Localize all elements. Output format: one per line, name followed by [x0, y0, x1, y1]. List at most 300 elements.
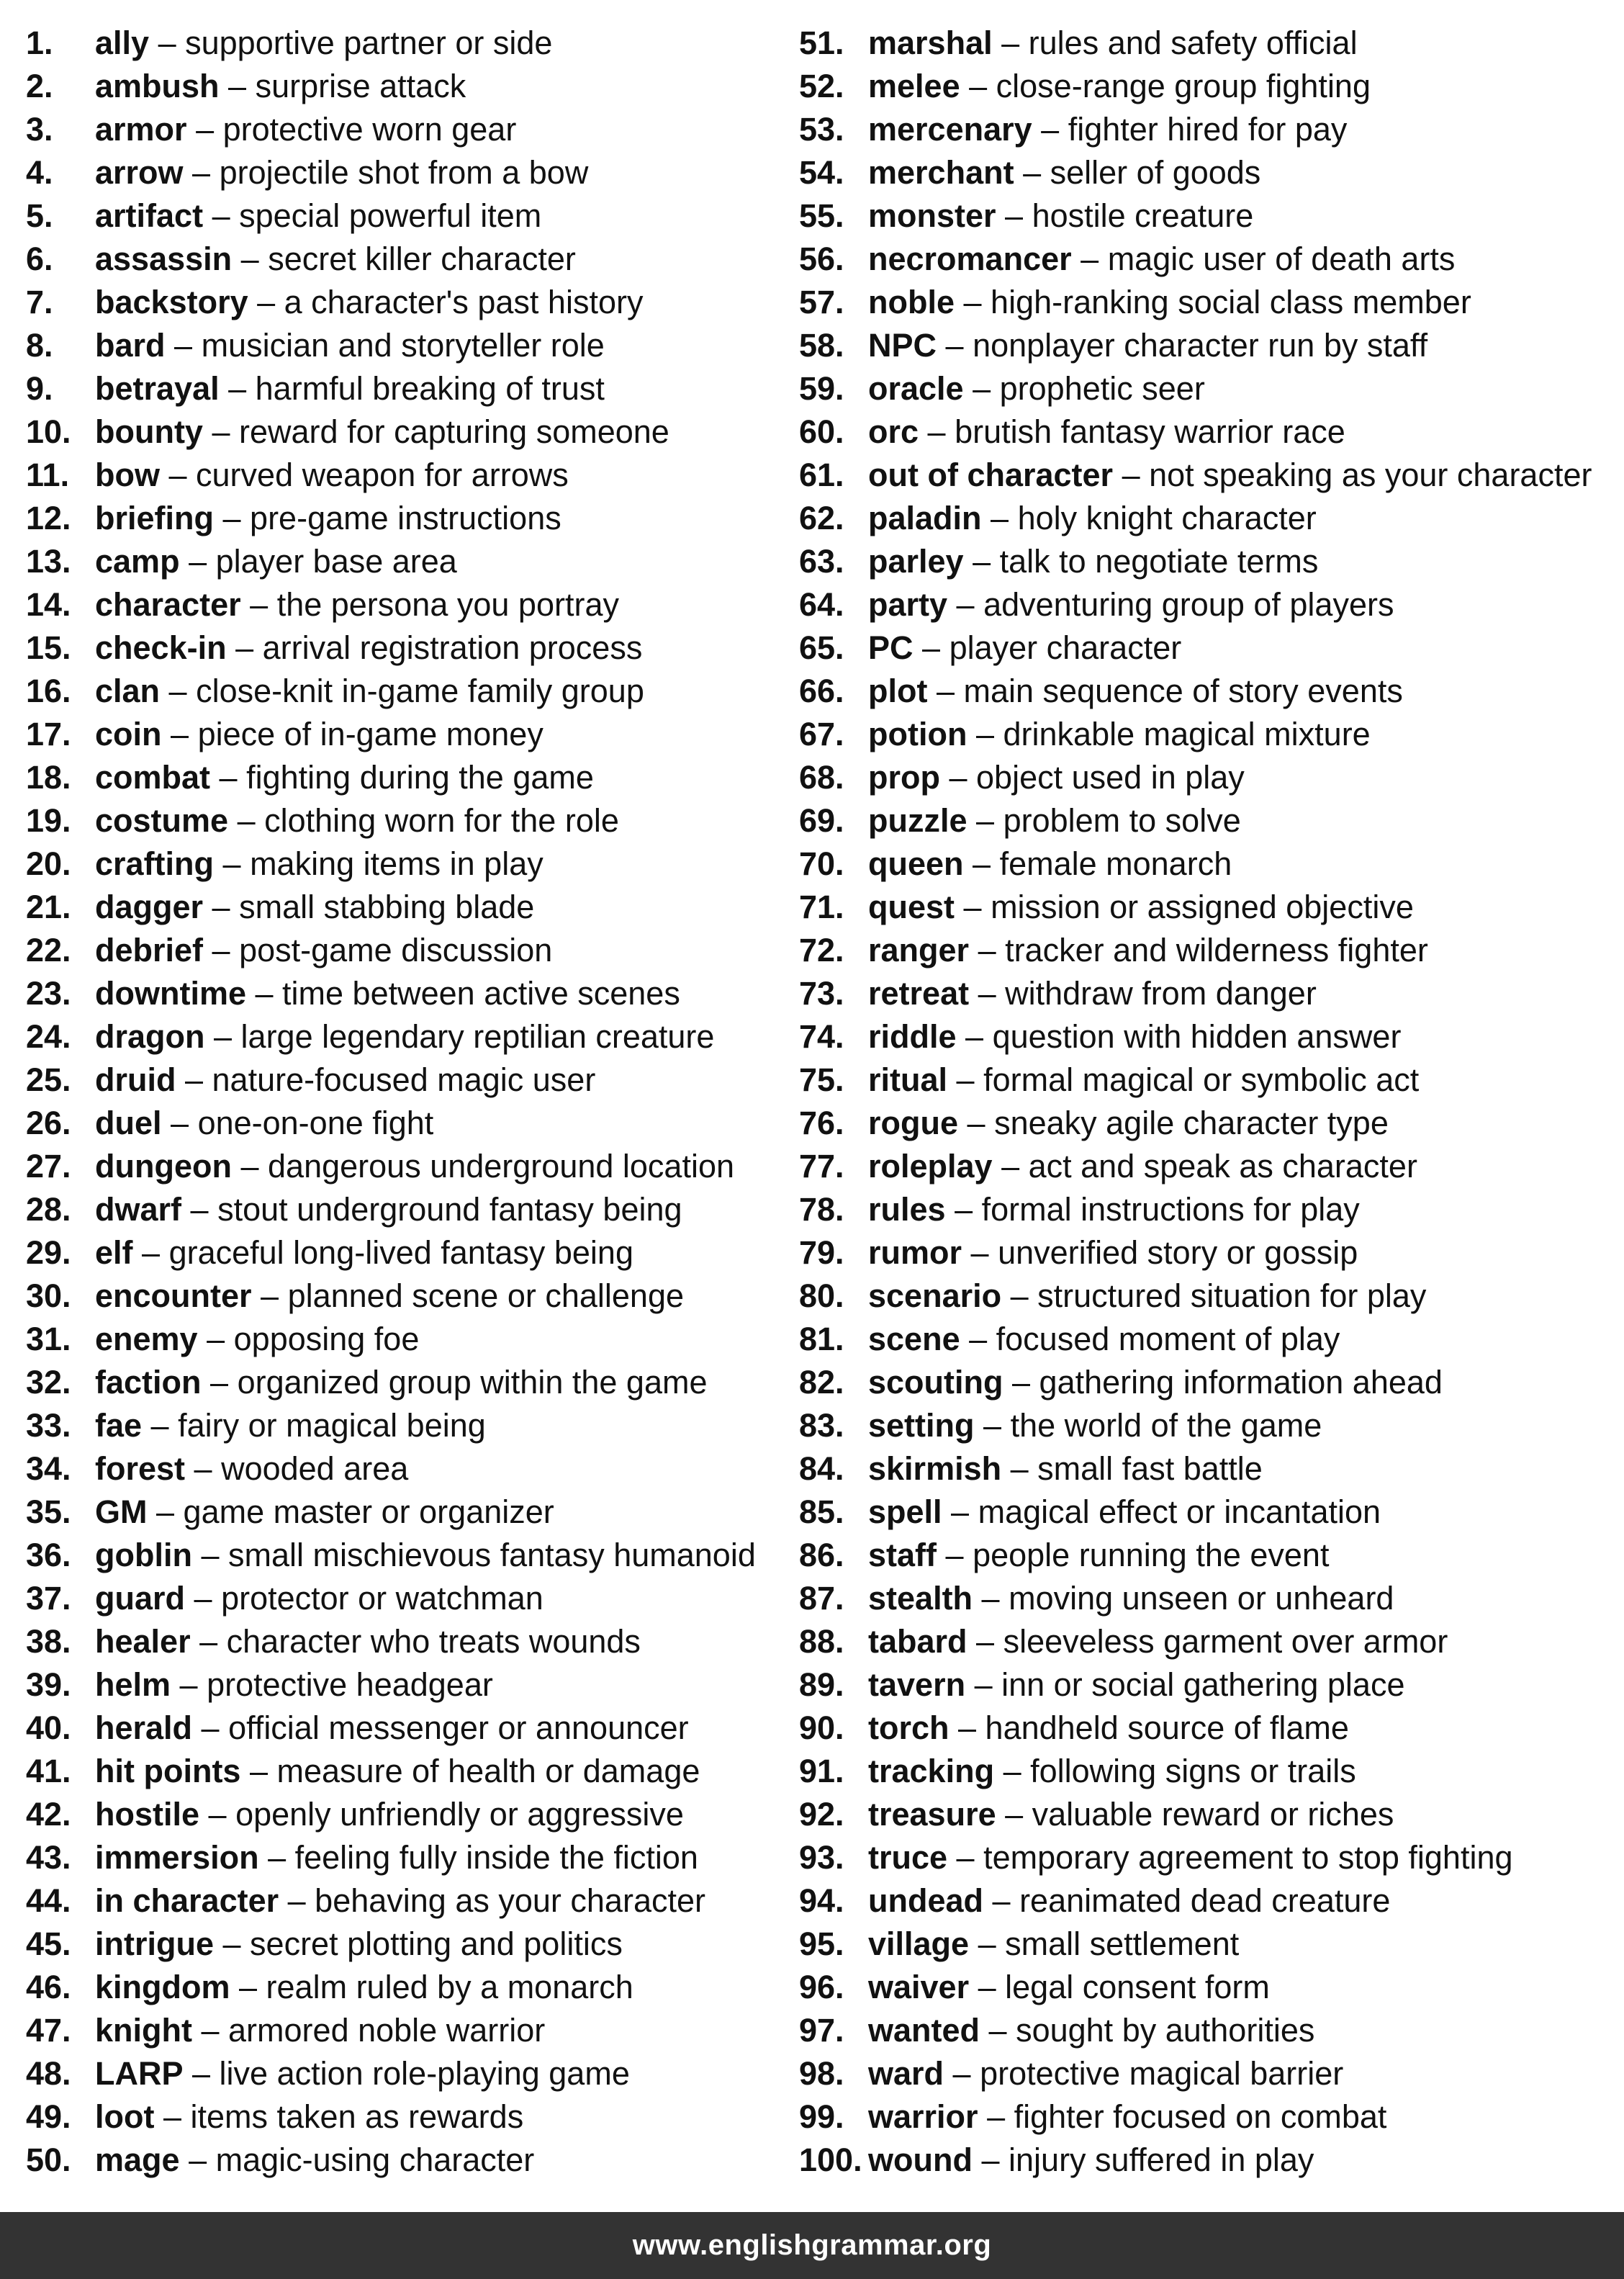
- entry-number: 1.: [26, 24, 53, 61]
- entry-separator: –: [204, 1018, 241, 1055]
- entry-term: GM: [95, 1493, 148, 1530]
- vocab-entry: [26, 713, 818, 756]
- entry-number: 45.: [26, 1925, 71, 1962]
- vocab-entry: [799, 367, 1620, 410]
- entry-definition: sleeveless garment over armor: [1003, 1623, 1448, 1660]
- entry-number: 63.: [799, 543, 844, 580]
- entry-term: prop: [868, 759, 940, 796]
- entry-definition: sneaky agile character type: [994, 1105, 1389, 1141]
- entry-separator: –: [1001, 1450, 1038, 1487]
- vocab-entry: [26, 2009, 818, 2052]
- entry-definition: protective headgear: [207, 1666, 493, 1703]
- entry-number: 27.: [26, 1148, 71, 1185]
- vocab-entry: [26, 1145, 818, 1188]
- entry-definition: small settlement: [1005, 1925, 1240, 1962]
- vocab-entry: [799, 1923, 1620, 1966]
- entry-separator: –: [963, 370, 1000, 407]
- entry-number: 52.: [799, 68, 844, 104]
- entry-separator: –: [181, 1191, 218, 1228]
- vocab-entry: [26, 1447, 818, 1491]
- entry-number: 98.: [799, 2055, 844, 2092]
- entry-term: bard: [95, 327, 166, 364]
- entry-separator: –: [937, 1537, 973, 1573]
- vocab-entry: [26, 497, 818, 540]
- entry-definition: stout underground fantasy being: [217, 1191, 682, 1228]
- entry-definition: fighter focused on combat: [1014, 2098, 1387, 2135]
- vocab-entry: [799, 1318, 1620, 1361]
- vocab-entry: [799, 1231, 1620, 1275]
- entry-term: LARP: [95, 2055, 184, 2092]
- vocab-entry: [799, 1015, 1620, 1058]
- entry-number: 56.: [799, 241, 844, 277]
- entry-term: scouting: [868, 1364, 1003, 1401]
- entry-definition: reward for capturing someone: [239, 413, 669, 450]
- entry-definition: focused moment of play: [996, 1321, 1340, 1357]
- entry-definition: pre-game instructions: [250, 500, 561, 536]
- vocab-entry: [26, 1361, 818, 1404]
- entry-term: herald: [95, 1709, 193, 1746]
- entry-separator: –: [956, 1018, 993, 1055]
- entry-term: ritual: [868, 1061, 948, 1098]
- entry-term: bounty: [95, 413, 203, 450]
- entry-definition: feeling fully inside the fiction: [294, 1839, 698, 1876]
- vocab-entry: [799, 1707, 1620, 1750]
- entry-term: quest: [868, 889, 955, 925]
- entry-separator: –: [230, 1969, 266, 2005]
- entry-term: staff: [868, 1537, 937, 1573]
- entry-separator: –: [228, 802, 265, 839]
- entry-definition: arrival registration process: [262, 629, 643, 666]
- vocabulary-column-left: [26, 22, 818, 2182]
- entry-definition: a character's past history: [284, 284, 644, 320]
- entry-number: 30.: [26, 1277, 71, 1314]
- entry-separator: –: [258, 1839, 295, 1876]
- entry-number: 9.: [26, 370, 53, 407]
- entry-definition: projectile shot from a bow: [219, 154, 589, 191]
- vocab-entry: [26, 1620, 818, 1663]
- vocab-entry: [799, 1188, 1620, 1231]
- entry-term: coin: [95, 716, 162, 752]
- entry-separator: –: [251, 1277, 288, 1314]
- entry-separator: –: [1032, 111, 1068, 148]
- vocab-entry: [26, 842, 818, 886]
- entry-number: 88.: [799, 1623, 844, 1660]
- vocab-entry: [799, 22, 1620, 65]
- entry-term: tracking: [868, 1753, 995, 1789]
- vocab-entry: [799, 194, 1620, 238]
- entry-term: dagger: [95, 889, 204, 925]
- entry-number: 2.: [26, 68, 53, 104]
- vocab-entry: [26, 886, 818, 929]
- vocab-entry: [799, 1750, 1620, 1793]
- vocab-entry: [799, 238, 1620, 281]
- entry-separator: –: [240, 1753, 277, 1789]
- entry-separator: –: [960, 68, 996, 104]
- entry-number: 26.: [26, 1105, 71, 1141]
- entry-number: 5.: [26, 197, 53, 234]
- entry-definition: people running the event: [973, 1537, 1330, 1573]
- entry-definition: musician and storyteller role: [201, 327, 605, 364]
- entry-number: 90.: [799, 1709, 844, 1746]
- entry-number: 15.: [26, 629, 71, 666]
- entry-separator: –: [202, 413, 240, 450]
- entry-number: 87.: [799, 1580, 844, 1617]
- footer-website-link[interactable]: www.englishgrammar.org: [632, 2229, 992, 2261]
- entry-separator: –: [147, 1493, 184, 1530]
- entry-separator: –: [165, 327, 202, 364]
- entry-term: wound: [868, 2141, 973, 2178]
- entry-definition: large legendary reptilian creature: [240, 1018, 715, 1055]
- entry-separator: –: [190, 1623, 227, 1660]
- entry-number: 73.: [799, 975, 844, 1012]
- vocab-entry: [799, 626, 1620, 670]
- vocab-entry: [799, 1145, 1620, 1188]
- entry-definition: high-ranking social class member: [991, 284, 1471, 320]
- entry-separator: –: [197, 1321, 234, 1357]
- entry-definition: hostile creature: [1032, 197, 1254, 234]
- entry-separator: –: [185, 1450, 222, 1487]
- entry-number: 54.: [799, 154, 844, 191]
- entry-term: scenario: [868, 1277, 1002, 1314]
- vocabulary-column-right: [799, 22, 1620, 2182]
- entry-definition: official messenger or announcer: [228, 1709, 689, 1746]
- entry-number: 82.: [799, 1364, 844, 1401]
- entry-separator: –: [958, 1105, 995, 1141]
- entry-number: 35.: [26, 1493, 71, 1530]
- entry-definition: unverified story or gossip: [998, 1234, 1358, 1271]
- entry-term: puzzle: [868, 802, 967, 839]
- vocab-entry: [26, 1923, 818, 1966]
- entry-number: 34.: [26, 1450, 71, 1487]
- entry-definition: fighting during the game: [246, 759, 594, 796]
- entry-number: 33.: [26, 1407, 71, 1444]
- entry-term: downtime: [95, 975, 246, 1012]
- vocab-entry: [799, 583, 1620, 626]
- entry-definition: protective worn gear: [222, 111, 517, 148]
- vocab-entry: [799, 65, 1620, 108]
- entry-term: dungeon: [95, 1148, 232, 1185]
- entry-definition: problem to solve: [1003, 802, 1241, 839]
- entry-definition: piece of in-game money: [197, 716, 543, 752]
- vocab-entry: [799, 497, 1620, 540]
- entry-separator: –: [191, 2012, 229, 2049]
- entry-term: loot: [95, 2098, 155, 2135]
- entry-separator: –: [955, 889, 991, 925]
- entry-definition: post-game discussion: [239, 932, 553, 968]
- entry-term: arrow: [95, 154, 184, 191]
- entry-number: 44.: [26, 1882, 71, 1919]
- entry-definition: one-on-one fight: [197, 1105, 434, 1141]
- entry-number: 85.: [799, 1493, 844, 1530]
- entry-definition: talk to negotiate terms: [999, 543, 1319, 580]
- entry-definition: organized group within the game: [237, 1364, 708, 1401]
- entry-number: 20.: [26, 845, 71, 882]
- entry-definition: structured situation for play: [1037, 1277, 1427, 1314]
- entry-definition: injury suffered in play: [1009, 2141, 1314, 2178]
- vocab-entry: [799, 1577, 1620, 1620]
- entry-number: 75.: [799, 1061, 844, 1098]
- entry-number: 12.: [26, 500, 71, 536]
- vocab-entry: [26, 756, 818, 799]
- entry-definition: main sequence of story events: [963, 673, 1403, 709]
- entry-number: 49.: [26, 2098, 71, 2135]
- entry-definition: opposing foe: [233, 1321, 420, 1357]
- entry-number: 59.: [799, 370, 844, 407]
- entry-definition: curved weapon for arrows: [196, 457, 569, 493]
- entry-separator: –: [161, 1105, 198, 1141]
- entry-separator: –: [246, 975, 283, 1012]
- vocab-entry: [26, 65, 818, 108]
- vocab-entry: [26, 194, 818, 238]
- entry-definition: handheld source of flame: [985, 1709, 1349, 1746]
- vocab-entry: [26, 929, 818, 972]
- entry-definition: player character: [949, 629, 1182, 666]
- entry-separator: –: [981, 500, 1018, 536]
- vocab-entry: [799, 1663, 1620, 1707]
- entry-term: mercenary: [868, 111, 1032, 148]
- entry-term: costume: [95, 802, 229, 839]
- entry-term: stealth: [868, 1580, 973, 1617]
- entry-number: 92.: [799, 1796, 844, 1833]
- entry-separator: –: [183, 154, 220, 191]
- entry-separator: –: [1001, 1277, 1038, 1314]
- entry-definition: the persona you portray: [276, 586, 619, 623]
- vocab-entry: [26, 1404, 818, 1447]
- entry-separator: –: [210, 759, 247, 796]
- entry-definition: act and speak as character: [1028, 1148, 1417, 1185]
- entry-number: 4.: [26, 154, 53, 191]
- entry-term: combat: [95, 759, 211, 796]
- entry-definition: formal magical or symbolic act: [983, 1061, 1420, 1098]
- entry-number: 96.: [799, 1969, 844, 2005]
- entry-number: 97.: [799, 2012, 844, 2049]
- vocab-entry: [26, 281, 818, 324]
- entry-separator: –: [214, 1925, 251, 1962]
- entry-separator: –: [960, 1321, 996, 1357]
- entry-term: noble: [868, 284, 955, 320]
- entry-number: 99.: [799, 2098, 844, 2135]
- entry-definition: live action role-playing game: [219, 2055, 630, 2092]
- entry-term: enemy: [95, 1321, 198, 1357]
- entry-definition: clothing worn for the role: [264, 802, 619, 839]
- entry-term: clan: [95, 673, 161, 709]
- entry-term: helm: [95, 1666, 171, 1703]
- entry-definition: sought by authorities: [1016, 2012, 1315, 2049]
- entry-separator: –: [967, 716, 1003, 752]
- entry-definition: supportive partner or side: [185, 24, 553, 61]
- entry-term: duel: [95, 1105, 162, 1141]
- entry-separator: –: [969, 975, 1006, 1012]
- vocab-entry: [799, 2009, 1620, 2052]
- entry-definition: following signs or trails: [1030, 1753, 1356, 1789]
- entry-number: 67.: [799, 716, 844, 752]
- entry-number: 91.: [799, 1753, 844, 1789]
- entry-term: NPC: [868, 327, 937, 364]
- entry-term: orc: [868, 413, 919, 450]
- entry-number: 6.: [26, 241, 53, 277]
- entry-number: 64.: [799, 586, 844, 623]
- entry-number: 93.: [799, 1839, 844, 1876]
- entry-definition: prophetic seer: [999, 370, 1205, 407]
- entry-term: queen: [868, 845, 964, 882]
- entry-term: riddle: [868, 1018, 957, 1055]
- entry-separator: –: [973, 1580, 1009, 1617]
- entry-number: 41.: [26, 1753, 71, 1789]
- entry-term: healer: [95, 1623, 191, 1660]
- vocab-entry: [26, 2095, 818, 2139]
- entry-definition: graceful long-lived fantasy being: [168, 1234, 633, 1271]
- vocab-entry: [26, 670, 818, 713]
- entry-term: debrief: [95, 932, 204, 968]
- vocab-entry: [799, 2139, 1620, 2182]
- vocab-entry: [26, 1534, 818, 1577]
- entry-definition: withdraw from danger: [1005, 975, 1317, 1012]
- entry-separator: –: [983, 1882, 1020, 1919]
- entry-number: 29.: [26, 1234, 71, 1271]
- entry-term: scene: [868, 1321, 960, 1357]
- entry-definition: tracker and wilderness fighter: [1005, 932, 1428, 968]
- vocab-entry: [26, 2052, 818, 2095]
- vocab-entry: [26, 22, 818, 65]
- footer-bar: [0, 2212, 1624, 2279]
- vocab-entry: [26, 1793, 818, 1836]
- entry-definition: measure of health or damage: [276, 1753, 700, 1789]
- entry-separator: –: [142, 1407, 179, 1444]
- entry-separator: –: [154, 2098, 191, 2135]
- entry-term: village: [868, 1925, 970, 1962]
- vocab-entry: [799, 1404, 1620, 1447]
- entry-number: 19.: [26, 802, 71, 839]
- entry-separator: –: [231, 1148, 269, 1185]
- entry-term: kingdom: [95, 1969, 230, 2005]
- entry-number: 79.: [799, 1234, 844, 1271]
- entry-number: 28.: [26, 1191, 71, 1228]
- entry-separator: –: [192, 1709, 229, 1746]
- entry-term: warrior: [868, 2098, 978, 2135]
- entry-definition: making items in play: [250, 845, 543, 882]
- entry-number: 80.: [799, 1277, 844, 1314]
- entry-number: 78.: [799, 1191, 844, 1228]
- entry-number: 47.: [26, 2012, 71, 2049]
- entry-number: 38.: [26, 1623, 71, 1660]
- entry-separator: –: [947, 586, 984, 623]
- vocab-entry: [26, 324, 818, 367]
- entry-separator: –: [191, 1537, 229, 1573]
- vocab-entry: [26, 2139, 818, 2182]
- entry-definition: character who treats wounds: [226, 1623, 641, 1660]
- entry-number: 46.: [26, 1969, 71, 2005]
- entry-term: camp: [95, 543, 180, 580]
- entry-term: druid: [95, 1061, 176, 1098]
- entry-term: out of character: [868, 457, 1114, 493]
- entry-separator: –: [1003, 1364, 1039, 1401]
- entry-definition: protector or watchman: [221, 1580, 543, 1617]
- entry-term: truce: [868, 1839, 948, 1876]
- entry-separator: –: [1014, 154, 1050, 191]
- vocab-entry: [799, 108, 1620, 151]
- entry-term: backstory: [95, 284, 248, 320]
- entry-separator: –: [944, 2055, 980, 2092]
- vocab-entry: [26, 1707, 818, 1750]
- entry-number: 53.: [799, 111, 844, 148]
- entry-term: guard: [95, 1580, 186, 1617]
- entry-separator: –: [159, 457, 197, 493]
- entry-definition: close-knit in-game family group: [196, 673, 644, 709]
- vocab-entry: [799, 2095, 1620, 2139]
- vocab-entry: [26, 1188, 818, 1231]
- entry-term: bow: [95, 457, 160, 493]
- vocab-entry: [26, 583, 818, 626]
- entry-separator: –: [963, 543, 1000, 580]
- entry-separator: –: [161, 716, 198, 752]
- entry-definition: female monarch: [999, 845, 1232, 882]
- entry-separator: –: [214, 845, 251, 882]
- entry-definition: wooded area: [221, 1450, 409, 1487]
- entry-separator: –: [913, 629, 949, 666]
- entry-term: waiver: [868, 1969, 970, 2005]
- vocab-entry: [799, 1966, 1620, 2009]
- entry-separator: –: [955, 284, 991, 320]
- entry-separator: –: [962, 1234, 998, 1271]
- entry-number: 84.: [799, 1450, 844, 1487]
- entry-definition: valuable reward or riches: [1032, 1796, 1394, 1833]
- entry-term: tavern: [868, 1666, 966, 1703]
- entry-number: 42.: [26, 1796, 71, 1833]
- entry-term: skirmish: [868, 1450, 1002, 1487]
- entry-number: 76.: [799, 1105, 844, 1141]
- entry-definition: small mischievous fantasy humanoid: [228, 1537, 756, 1573]
- entry-term: party: [868, 586, 948, 623]
- entry-number: 24.: [26, 1018, 71, 1055]
- vocab-entry: [26, 1318, 818, 1361]
- entry-separator: –: [969, 932, 1006, 968]
- entry-term: dragon: [95, 1018, 205, 1055]
- entry-term: marshal: [868, 24, 993, 61]
- entry-definition: openly unfriendly or aggressive: [235, 1796, 684, 1833]
- vocab-entry: [26, 1058, 818, 1102]
- entry-definition: small fast battle: [1037, 1450, 1263, 1487]
- entry-number: 61.: [799, 457, 844, 493]
- entry-term: undead: [868, 1882, 984, 1919]
- entry-number: 25.: [26, 1061, 71, 1098]
- entry-term: elf: [95, 1234, 133, 1271]
- entry-separator: –: [942, 1493, 978, 1530]
- entry-number: 72.: [799, 932, 844, 968]
- vocab-entry: [799, 2052, 1620, 2095]
- entry-number: 48.: [26, 2055, 71, 2092]
- entry-definition: adventuring group of players: [983, 586, 1394, 623]
- entry-term: hit points: [95, 1753, 241, 1789]
- entry-separator: –: [939, 759, 977, 796]
- entry-separator: –: [992, 24, 1029, 61]
- entry-definition: dangerous underground location: [268, 1148, 735, 1185]
- vocab-entry: [26, 367, 818, 410]
- entry-definition: small stabbing blade: [239, 889, 535, 925]
- entry-term: rumor: [868, 1234, 962, 1271]
- vocab-entry: [799, 324, 1620, 367]
- entry-separator: –: [185, 1580, 222, 1617]
- vocab-entry: [799, 886, 1620, 929]
- entry-term: dwarf: [95, 1191, 182, 1228]
- entry-separator: –: [947, 1061, 984, 1098]
- entry-separator: –: [240, 586, 277, 623]
- entry-number: 21.: [26, 889, 71, 925]
- vocab-entry: [26, 1966, 818, 2009]
- entry-number: 43.: [26, 1839, 71, 1876]
- vocab-entry: [26, 1275, 818, 1318]
- entry-term: paladin: [868, 500, 982, 536]
- entry-term: intrigue: [95, 1925, 214, 1962]
